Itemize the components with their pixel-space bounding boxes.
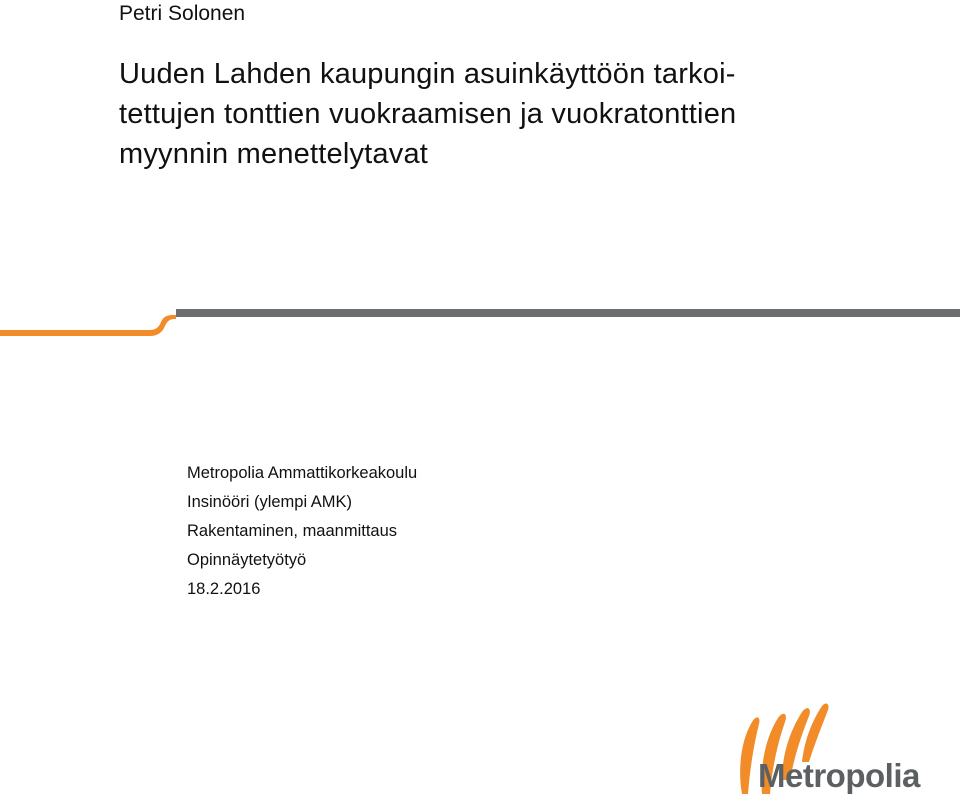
divider-orange-stripe [0,315,176,336]
degree-programme: Rakentaminen, maanmittaus [187,522,398,540]
thesis-info-list [187,459,417,604]
author-name: Petri Solonen [119,2,246,25]
thesis-title: Uuden Lahden kaupungin asuinkäyttöön tarkoi- tettujen tonttien vuokraamisen ja vuokratonttien myynnin menettelytavat [119,58,737,170]
cover-divider-band [0,306,960,346]
metropolia-logo [728,700,918,796]
divider-gray-stripe [176,309,960,317]
document-date: 18.2.2016 [187,580,261,598]
school-name: Metropolia Ammattikorkeakoulu [187,464,418,482]
degree-name: Insinööri (ylempi AMK) [187,493,353,511]
metropolia-wordmark: Metropolia [758,757,920,794]
document-type: Opinnäytetyötyö [187,551,307,569]
